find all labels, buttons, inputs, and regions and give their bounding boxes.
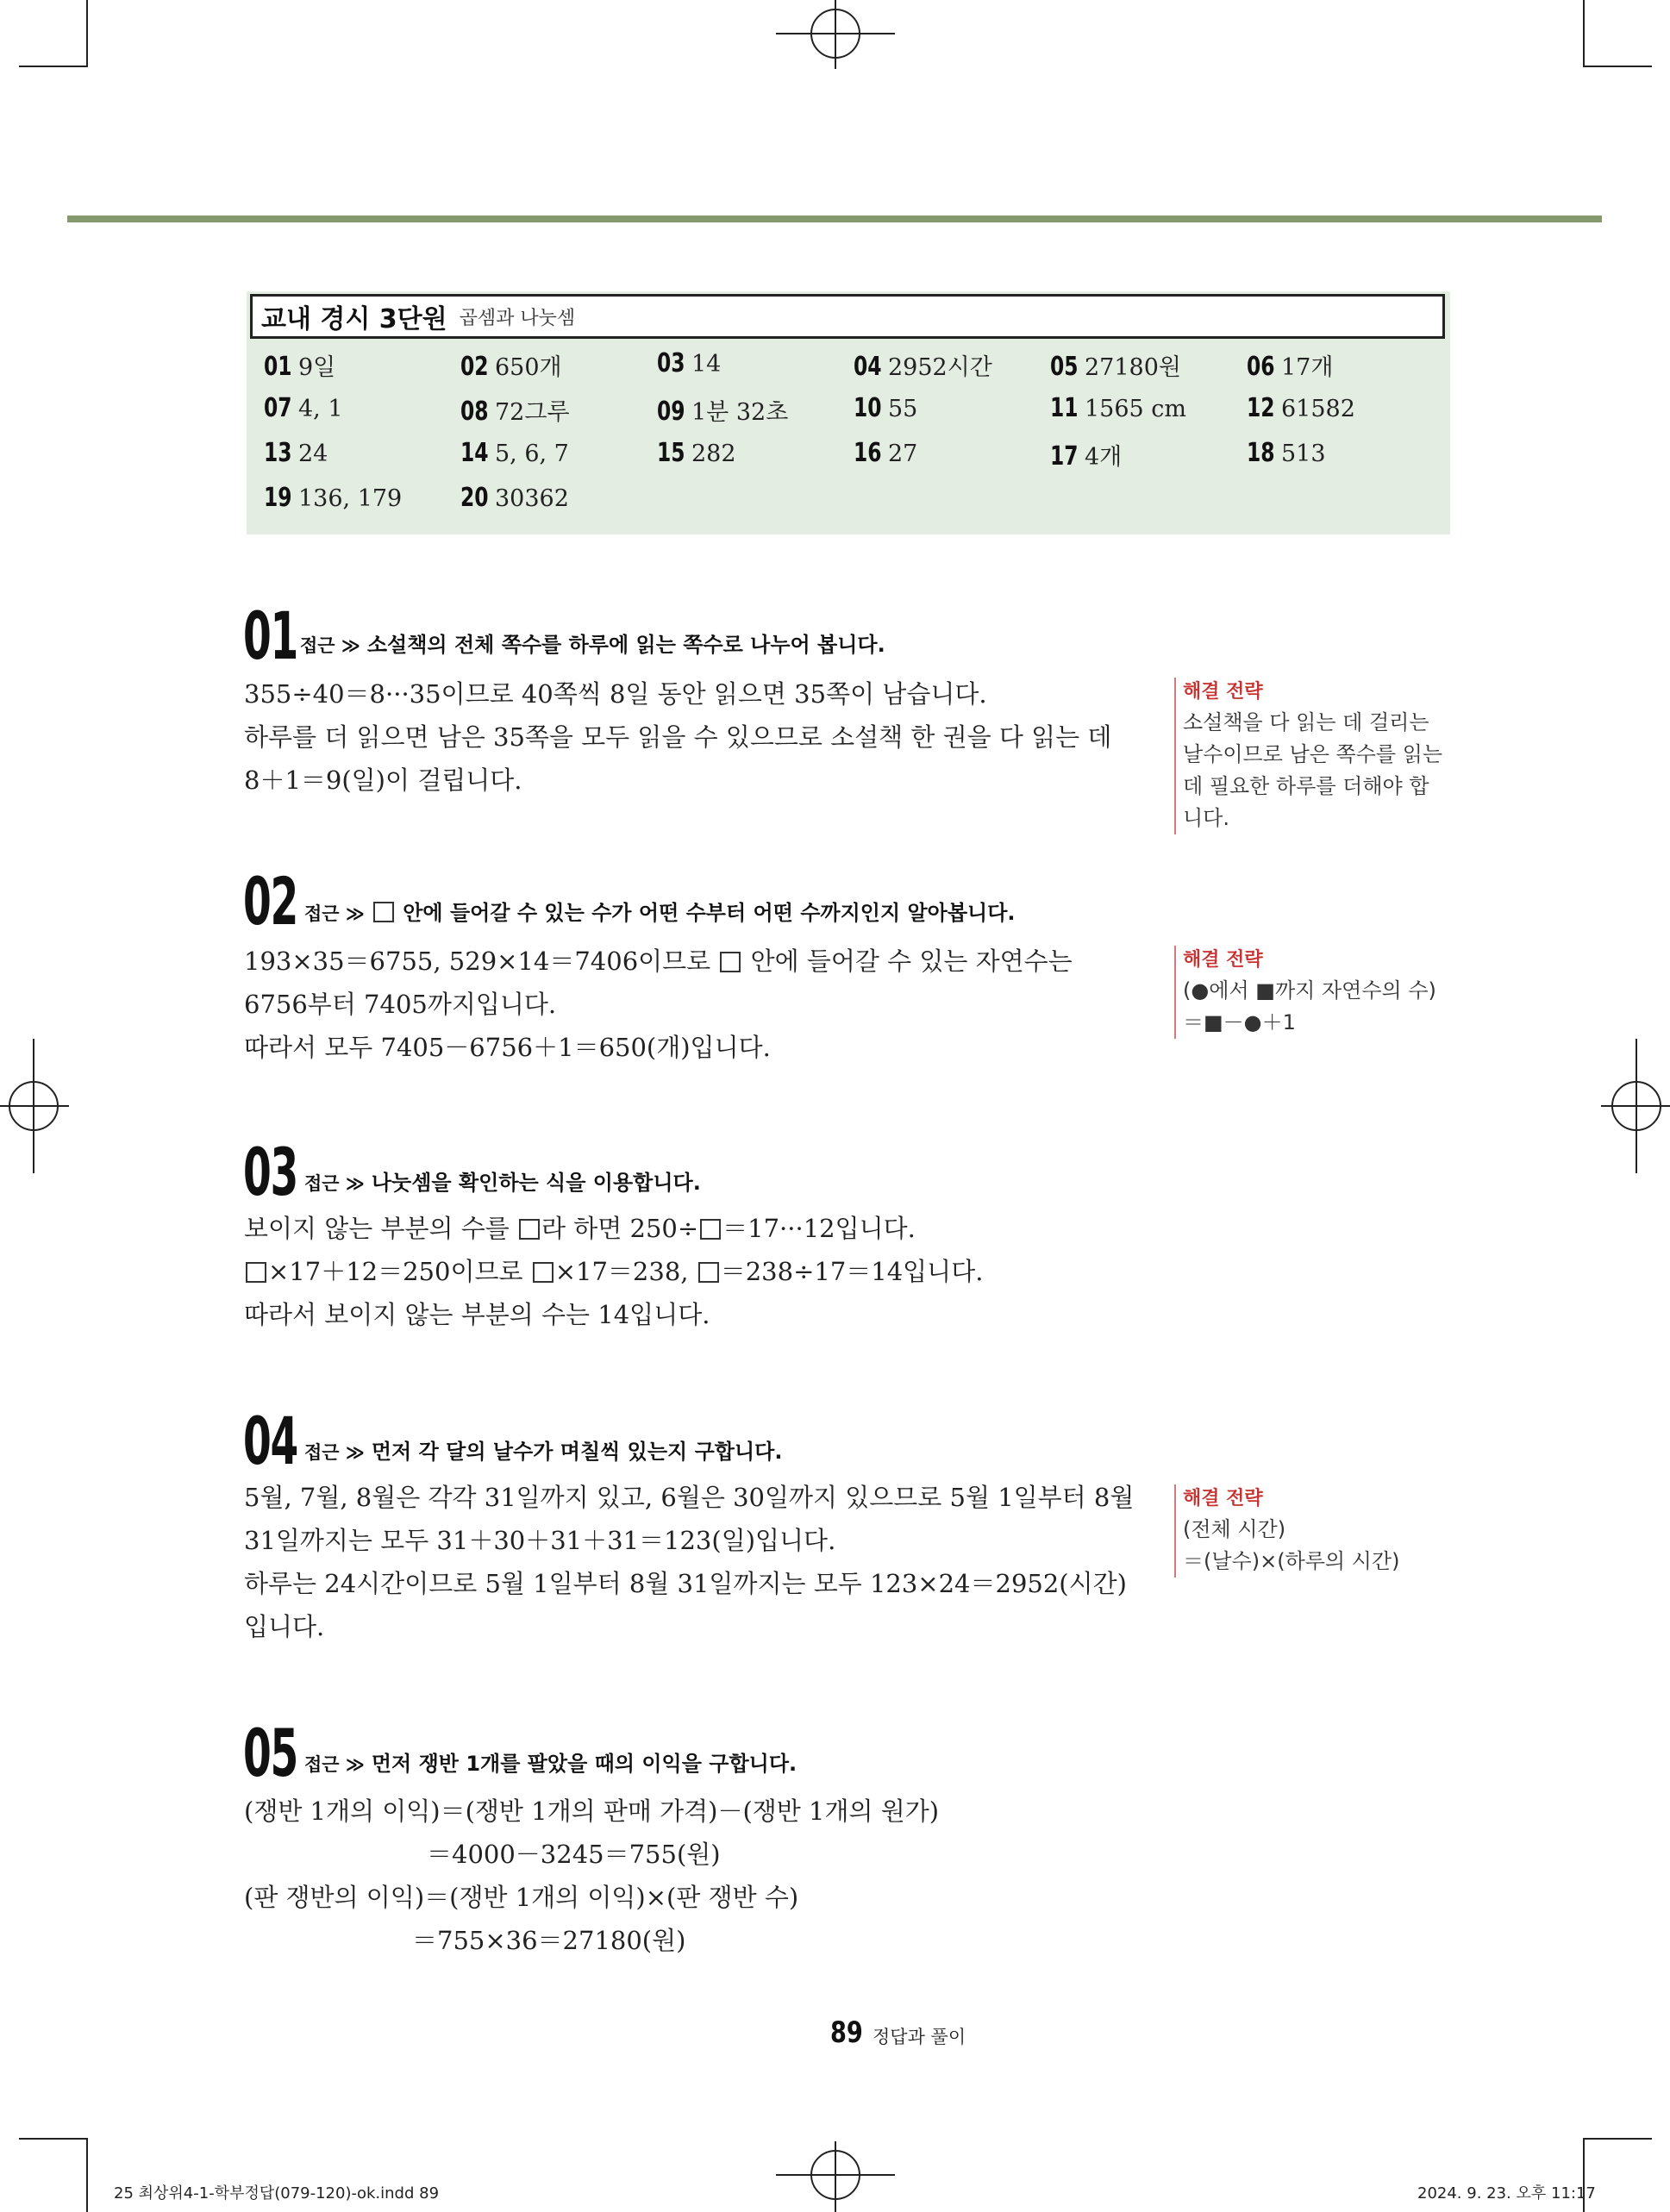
- blank-box-icon: [698, 1262, 719, 1283]
- solution-line: [244, 1207, 983, 1250]
- strategy-line: ＝(날수)×(하루의 시간): [1183, 1549, 1400, 1573]
- answer-number: 19: [264, 483, 292, 513]
- answer-value: 14: [691, 351, 722, 378]
- strategy-note: [1174, 1484, 1399, 1578]
- blank-box-icon: [246, 1262, 266, 1283]
- answer-item: [460, 438, 657, 471]
- answer-value: 513: [1281, 441, 1326, 467]
- answer-value: 27180원: [1085, 354, 1181, 381]
- text-span: 라 하면 250÷: [541, 1214, 699, 1243]
- answer-value: 17개: [1281, 354, 1334, 381]
- answer-item: [460, 348, 657, 381]
- answer-item: [854, 348, 1050, 381]
- header-rule: [67, 216, 1602, 222]
- answer-item: [460, 393, 657, 426]
- crop-mark: [1583, 2138, 1652, 2140]
- answer-number: 12: [1247, 393, 1275, 423]
- answer-item: [264, 393, 460, 426]
- answer-number: 14: [460, 438, 489, 468]
- answer-item: [1050, 348, 1247, 381]
- approach-label: 접근 ≫: [300, 635, 360, 656]
- approach-label: 접근 ≫: [304, 903, 365, 924]
- text-span: ＝238÷17＝14입니다.: [720, 1257, 984, 1286]
- answer-value: 24: [298, 441, 328, 467]
- problem-number: 02: [243, 863, 298, 940]
- answer-number: 05: [1050, 352, 1079, 382]
- problem-solution: [244, 1476, 1134, 1648]
- text-span: ＝17···12입니다.: [722, 1214, 916, 1243]
- text-span: 193×35＝6755, 529×14＝7406이므로: [244, 947, 711, 976]
- answer-value: 4개: [1085, 444, 1123, 471]
- problem-number: 04: [243, 1403, 298, 1479]
- blank-box-icon: [533, 1262, 554, 1283]
- answer-number: 20: [460, 483, 489, 513]
- problem-solution: [244, 1790, 939, 1962]
- footer-section: 정답과 풀이: [873, 2027, 966, 2047]
- answer-value: 1565 cm: [1085, 396, 1187, 422]
- answer-item: [1247, 393, 1443, 426]
- strategy-title: 해결 전략: [1183, 1488, 1263, 1509]
- solution-line: 6756부터 7405까지입니다.: [244, 990, 557, 1019]
- problem-heading: [304, 1746, 797, 1777]
- answer-item: [460, 483, 657, 516]
- answer-number: 04: [854, 352, 882, 382]
- crop-mark: [835, 0, 836, 69]
- problem-solution: [244, 672, 1111, 802]
- strategy-title: 해결 전략: [1183, 681, 1263, 703]
- crop-mark: [1583, 66, 1652, 67]
- answer-value: 5, 6, 7: [495, 441, 569, 467]
- answer-item: [1247, 348, 1443, 381]
- crop-mark: [86, 0, 88, 67]
- heading-text: 먼저 쟁반 1개를 팔았을 때의 이익을 구합니다.: [371, 1752, 797, 1776]
- answer-number: 02: [460, 352, 489, 382]
- answer-item: [657, 393, 854, 426]
- print-slug-file: 25 최상위4-1-학부정답(079-120)-ok.indd 89: [114, 2184, 440, 2203]
- answer-value: 27: [888, 441, 918, 467]
- answer-number: 16: [854, 438, 882, 468]
- answer-value: 650개: [495, 354, 562, 381]
- problem-solution: [244, 940, 1073, 1069]
- strategy-note: [1174, 946, 1436, 1039]
- solution-line: 따라서 보이지 않는 부분의 수는 14입니다.: [244, 1300, 710, 1329]
- answer-value: 30362: [495, 485, 569, 512]
- heading-text: 안에 들어갈 수 있는 수가 어떤 수부터 어떤 수까지인지 알아봅니다.: [403, 901, 1016, 925]
- answer-number: 17: [1050, 441, 1079, 472]
- solution-line: 5월, 7월, 8월은 각각 31일까지 있고, 6월은 30일까지 있으므로 5월 1일부터 8월: [244, 1483, 1135, 1512]
- problem-heading: [300, 628, 885, 658]
- solution-line: 따라서 모두 7405－6756＋1＝650(개)입니다.: [244, 1033, 771, 1062]
- problem-heading: [304, 1434, 782, 1465]
- strategy-line: 데 필요한 하루를 더해야 합: [1183, 774, 1429, 798]
- answer-number: 03: [657, 348, 685, 378]
- strategy-title: 해결 전략: [1183, 949, 1263, 971]
- answer-grid: [264, 348, 1443, 516]
- solution-line: 355÷40＝8···35이므로 40쪽씩 8일 동안 읽으면 35쪽이 남습니다.: [244, 679, 987, 709]
- solution-line: (쟁반 1개의 이익)＝(쟁반 1개의 판매 가격)－(쟁반 1개의 원가): [244, 1796, 940, 1826]
- strategy-line: (전체 시간): [1183, 1517, 1286, 1541]
- heading-text: 먼저 각 달의 날수가 며칠씩 있는지 구합니다.: [371, 1440, 783, 1464]
- solution-line: 입니다.: [244, 1612, 325, 1641]
- blank-box-icon: [373, 902, 394, 922]
- answer-number: 10: [854, 393, 882, 423]
- problem-solution: [244, 1207, 983, 1336]
- strategy-line: ＝■－●＋1: [1183, 1010, 1296, 1034]
- answer-value: 72그루: [495, 399, 570, 426]
- answer-number: 13: [264, 438, 292, 468]
- problem-number: 05: [243, 1715, 298, 1791]
- answer-value: 4, 1: [298, 396, 343, 422]
- blank-box-icon: [519, 1219, 540, 1240]
- answer-number: 11: [1050, 393, 1079, 423]
- heading-text: 나눗셈을 확인하는 식을 이용합니다.: [371, 1171, 701, 1195]
- strategy-line: 니다.: [1183, 806, 1229, 830]
- text-span: 안에 들어갈 수 있는 자연수는: [750, 947, 1073, 976]
- crop-mark: [1583, 0, 1585, 67]
- problem-number: 01: [243, 597, 298, 674]
- answer-item: [657, 348, 854, 381]
- page-number: 89: [830, 2015, 863, 2050]
- solution-line: ＝4000－3245＝755(원): [427, 1840, 721, 1869]
- approach-label: 접근 ≫: [304, 1173, 365, 1194]
- crop-mark: [776, 2174, 895, 2176]
- crop-mark: [19, 66, 88, 67]
- answer-item: [264, 483, 460, 516]
- answer-number: 18: [1247, 438, 1275, 468]
- answer-item: [854, 438, 1050, 471]
- crop-mark: [835, 2141, 836, 2212]
- text-span: ×17＋12＝250이므로: [268, 1257, 523, 1286]
- solution-line: 하루를 더 읽으면 남은 35쪽을 모두 읽을 수 있으므로 소설책 한 권을 다 읽는 데: [244, 722, 1112, 752]
- crop-mark: [0, 1105, 69, 1107]
- strategy-line: 소설책을 다 읽는 데 걸리는: [1183, 710, 1429, 734]
- solution-line: 하루는 24시간이므로 5월 1일부터 8월 31일까지는 모두 123×24＝2952(시간): [244, 1569, 1127, 1598]
- answer-item: [854, 393, 1050, 426]
- answer-item: [264, 438, 460, 471]
- answer-number: 01: [264, 352, 292, 382]
- answer-number: 15: [657, 438, 685, 468]
- text-span: 보이지 않는 부분의 수를: [244, 1214, 510, 1243]
- answer-box-subtitle: 곱셈과 나눗셈: [459, 307, 576, 329]
- answer-number: 08: [460, 397, 489, 427]
- crop-mark: [776, 33, 895, 34]
- strategy-line: (●에서 ■까지 자연수의 수): [1183, 978, 1436, 1003]
- solution-line: ＝755×36＝27180(원): [412, 1926, 686, 1955]
- answer-number: 09: [657, 397, 685, 427]
- answer-value: 9일: [298, 354, 336, 381]
- crop-mark: [86, 2138, 88, 2212]
- answer-item: [264, 348, 460, 381]
- answer-item: [657, 438, 854, 471]
- answer-item: [1247, 438, 1443, 471]
- answer-value: 1분 32초: [691, 399, 789, 426]
- print-slug-date: 2024. 9. 23. 오후 11:17: [1417, 2184, 1596, 2203]
- answer-item: [1050, 438, 1247, 471]
- text-span: ×17＝238,: [554, 1257, 689, 1286]
- answer-box-title: [250, 294, 1445, 339]
- answer-value: 136, 179: [298, 485, 403, 512]
- solution-line: [244, 1250, 983, 1293]
- solution-line: (판 쟁반의 이익)＝(쟁반 1개의 이익)×(판 쟁반 수): [244, 1883, 799, 1912]
- approach-label: 접근 ≫: [304, 1754, 365, 1775]
- blank-box-icon: [700, 1219, 721, 1240]
- answer-value: 55: [888, 396, 918, 422]
- answer-number: 07: [264, 393, 292, 423]
- problem-heading: [304, 896, 1016, 926]
- approach-label: 접근 ≫: [304, 1442, 365, 1463]
- strategy-line: 날수이므로 남은 쪽수를 읽는: [1183, 742, 1443, 766]
- strategy-note: [1174, 678, 1442, 834]
- problem-heading: [304, 1165, 701, 1196]
- answer-box-title-text: 교내 경시 3단원: [261, 304, 447, 334]
- answer-number: 06: [1247, 352, 1275, 382]
- answer-value: 61582: [1281, 396, 1355, 422]
- solution-line: [244, 940, 1073, 983]
- answer-value: 2952시간: [888, 354, 992, 381]
- heading-text: 소설책의 전체 쪽수를 하루에 읽는 쪽수로 나누어 봅니다.: [366, 633, 885, 657]
- solution-line: 31일까지는 모두 31＋30＋31＋31＝123(일)입니다.: [244, 1526, 836, 1555]
- crop-mark: [19, 2138, 88, 2140]
- solution-line: 8＋1＝9(일)이 걸립니다.: [244, 765, 522, 795]
- problem-number: 03: [243, 1134, 298, 1210]
- blank-box-icon: [720, 952, 741, 972]
- answer-value: 282: [691, 441, 736, 467]
- answer-item: [1050, 393, 1247, 426]
- crop-mark: [1601, 1105, 1670, 1107]
